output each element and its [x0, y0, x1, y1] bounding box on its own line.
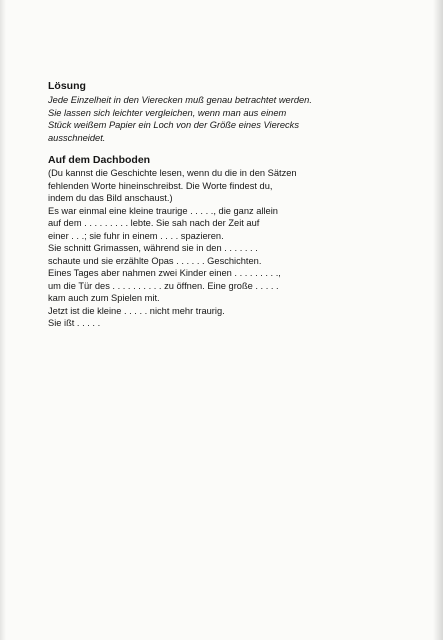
story-line: um die Tür des . . . . . . . . . . zu öffnen. Eine große . . . . .	[48, 280, 279, 291]
story-line: Sie ißt . . . . .	[48, 318, 101, 329]
loesung-line: Jede Einzelheit in den Vierecken muß genau betrachtet werden.	[48, 95, 312, 105]
dachboden-paragraph	[48, 167, 378, 205]
dachboden-paragraph	[48, 242, 378, 267]
story-line: Eines Tages aber nahmen zwei Kinder einen . . . . . . . . .,	[48, 268, 281, 279]
loesung-line: Sie lassen sich leichter vergleichen, wenn man aus einem	[48, 107, 287, 118]
story-line: Es war einmal eine kleine traurige . . . . ., die ganz allein	[48, 205, 278, 216]
dachboden-paragraph	[48, 267, 378, 305]
story-line: Jetzt ist die kleine . . . . . nicht mehr traurig.	[48, 305, 225, 316]
loesung-line: ausschneidet.	[48, 132, 106, 143]
story-line: kam auch zum Spielen mit.	[48, 293, 160, 304]
dachboden-paragraph	[48, 305, 378, 330]
story-line: fehlenden Worte hineinschreibst. Die Worte findest du,	[48, 180, 273, 191]
story-line: indem du das Bild anschaust.)	[48, 193, 173, 204]
dachboden-paragraph	[48, 205, 378, 243]
loesung-paragraph	[48, 94, 378, 144]
story-line: (Du kannst die Geschichte lesen, wenn du die in den Sätzen	[48, 168, 297, 179]
story-line: schaute und sie erzählte Opas . . . . . . Geschichten.	[48, 255, 262, 266]
story-line: auf dem . . . . . . . . . lebte. Sie sah nach der Zeit auf	[48, 218, 260, 229]
dachboden-heading: Auf dem Dachboden	[48, 154, 151, 167]
page-content	[48, 80, 378, 330]
loesung-heading: Lösung	[48, 80, 86, 92]
story-line: Sie schnitt Grimassen, während sie in den . . . . . . .	[48, 243, 258, 254]
page-edge-shadow-left	[0, 0, 6, 640]
loesung-line: Stück weißem Papier ein Loch von der Größe eines Vierecks	[48, 120, 299, 131]
page-edge-shadow-right	[433, 0, 443, 640]
story-line: einer . . .; sie fuhr in einem . . . . spazieren.	[48, 230, 224, 241]
